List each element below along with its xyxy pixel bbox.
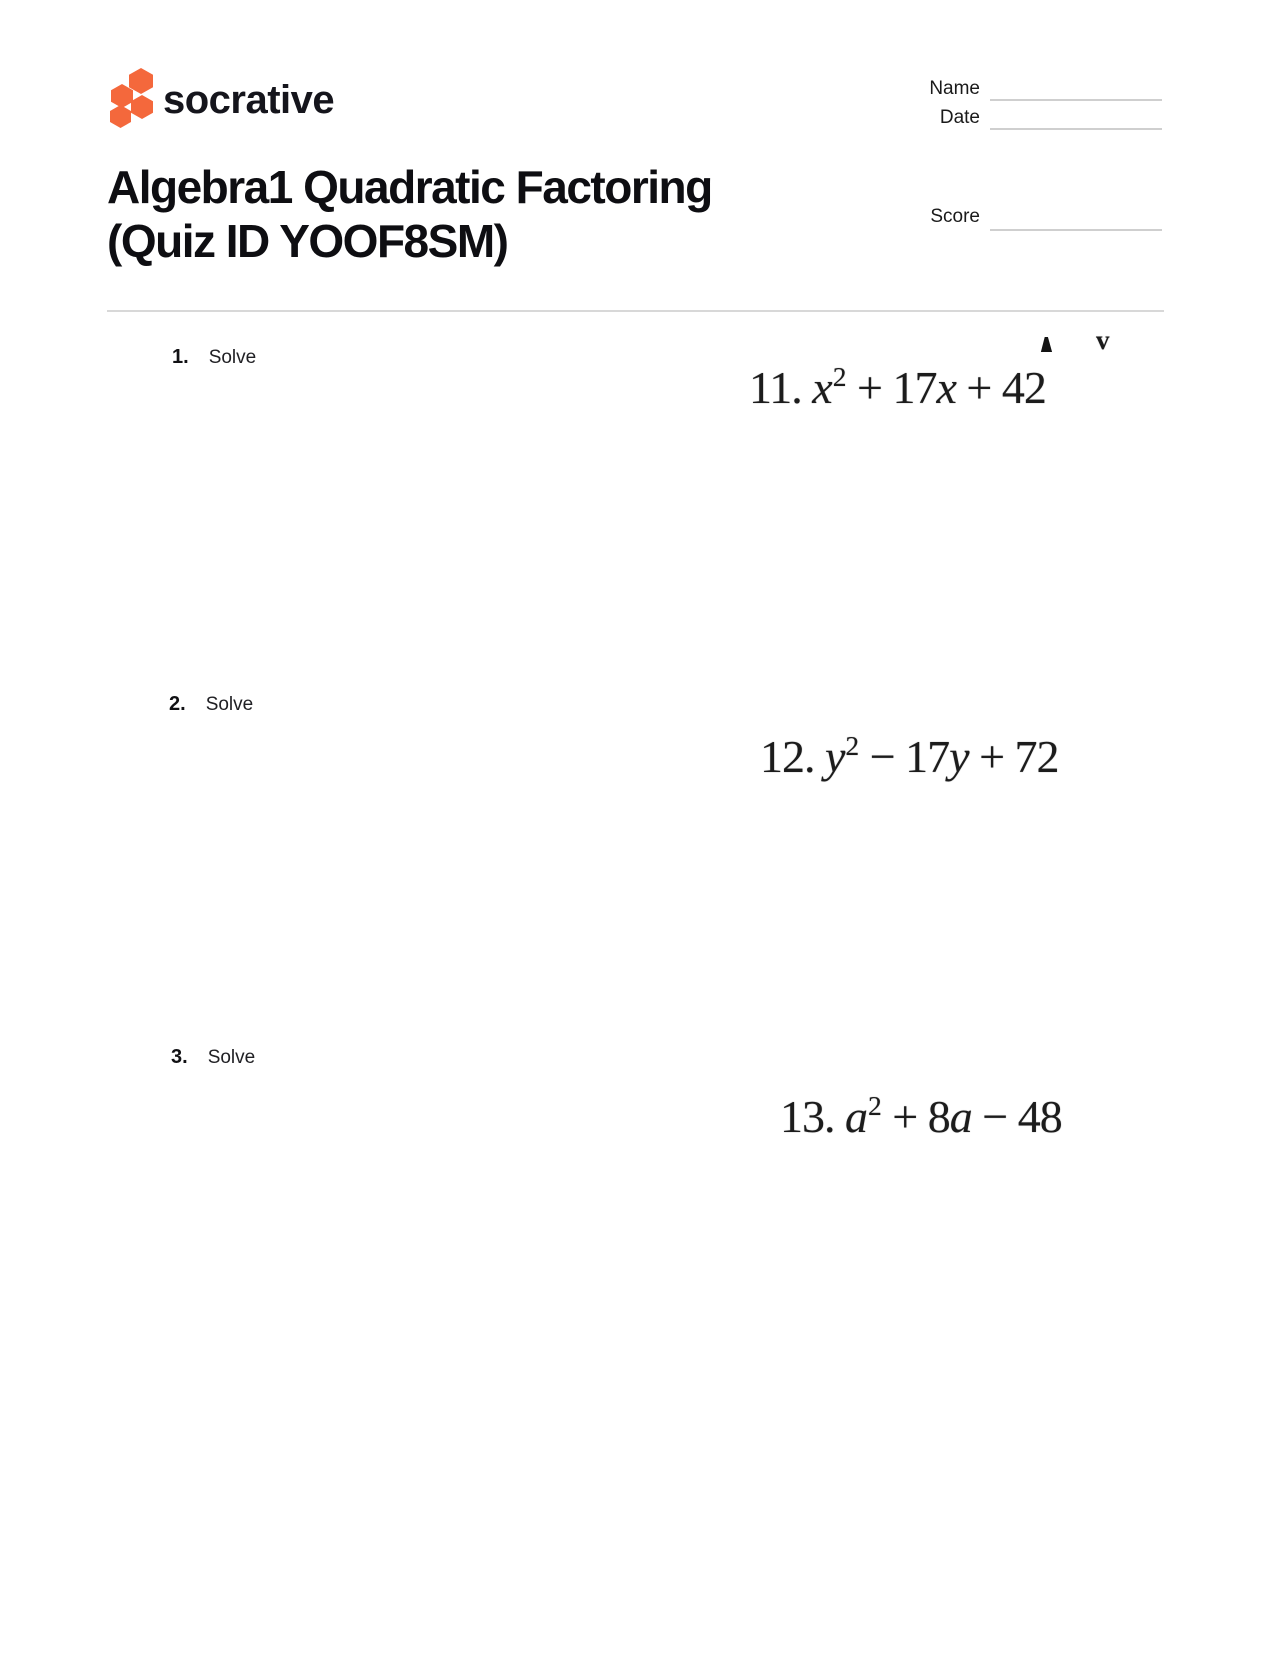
score-label: Score xyxy=(930,206,980,227)
name-label: Name xyxy=(929,78,980,99)
logo-hexagon-icon xyxy=(131,95,153,119)
date-label: Date xyxy=(939,107,980,128)
question-prompt: Solve xyxy=(207,1047,256,1068)
date-blank-line xyxy=(990,128,1162,130)
quiz-title xyxy=(107,160,712,268)
scan-artifact-fragment: v xyxy=(1096,325,1110,355)
question-row xyxy=(169,693,253,716)
scan-artifact-fragment xyxy=(1038,337,1054,352)
question-row xyxy=(171,1046,255,1069)
question-number: 3. xyxy=(171,1046,188,1068)
question-prompt: Solve xyxy=(205,694,254,715)
math-expression-image: 13. $a^2 + 8a - 48$ xyxy=(780,1089,1062,1142)
header-divider xyxy=(107,310,1164,312)
question-row xyxy=(172,346,256,369)
score-blank-line xyxy=(990,229,1162,231)
question-number: 2. xyxy=(169,693,186,715)
question-number: 1. xyxy=(172,346,189,368)
quiz-title-line2: (Quiz ID YOOF8SM) xyxy=(107,215,508,267)
math-expression-image: 12. $y^2 - 17y + 72$ xyxy=(760,729,1059,782)
math-expression-image: 11. $x^2 + 17x + 42$ xyxy=(749,360,1046,413)
question-prompt: Solve xyxy=(208,347,257,368)
logo-hexagon-icon xyxy=(110,105,131,128)
name-blank-line xyxy=(990,99,1162,101)
brand-wordmark: socrative xyxy=(163,78,335,122)
quiz-title-line1: Algebra1 Quadratic Factoring xyxy=(107,161,712,213)
